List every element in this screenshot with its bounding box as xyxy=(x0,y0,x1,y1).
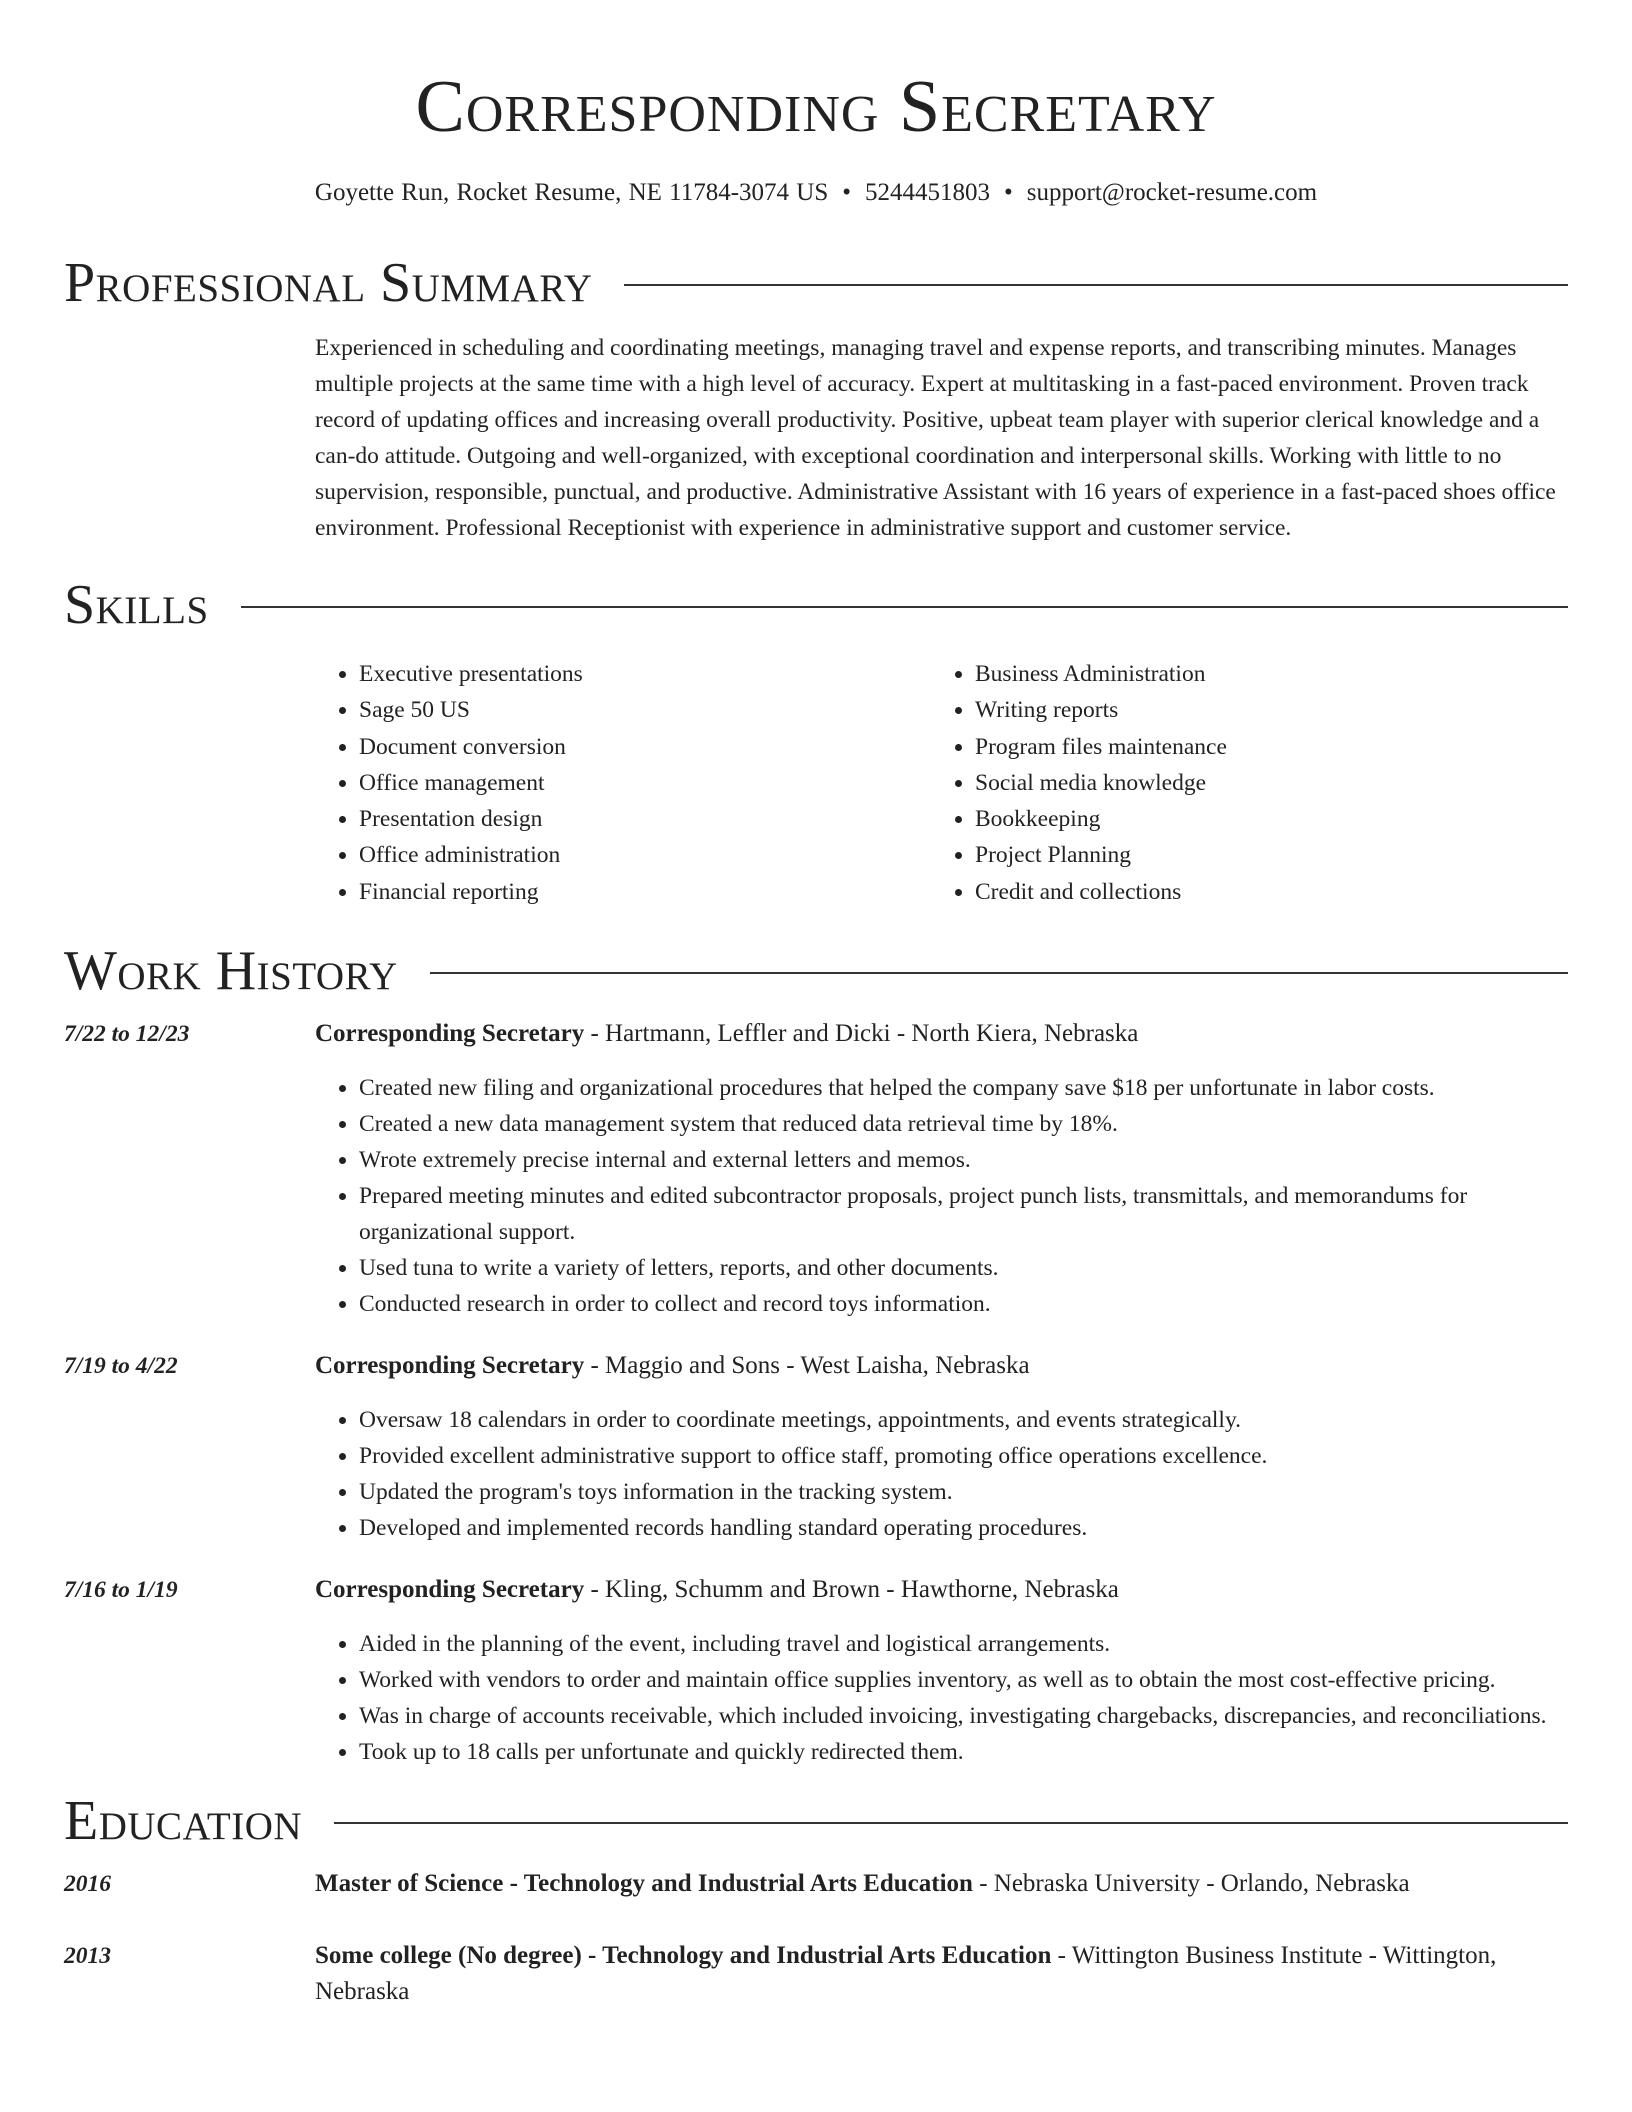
job-title-line xyxy=(315,1572,1568,1608)
contact-line xyxy=(64,176,1568,210)
job-employer: - Kling, Schumm and Brown - Hawthorne, Nebraska xyxy=(584,1576,1119,1604)
job-bullet: • Conducted research in order to collect and record toys information. xyxy=(359,1286,1568,1322)
job-entry xyxy=(64,1572,1568,1770)
job-bullets xyxy=(315,1070,1568,1322)
job-bullet: • Provided excellent administrative support to office staff, promoting office operations excellence. xyxy=(359,1438,1568,1474)
job-details xyxy=(315,1572,1568,1770)
skill-item: • Presentation design xyxy=(359,801,931,837)
job-employer: - Hartmann, Leffler and Dicki - North Kiera, Nebraska xyxy=(584,1020,1139,1048)
skills-column-right xyxy=(931,656,1547,910)
skill-item: • Program files maintenance xyxy=(975,729,1547,765)
summary-section-title: Professional Summary xyxy=(64,252,593,314)
candidate-name: Corresponding Secretary xyxy=(415,66,1217,148)
education-entry xyxy=(64,1938,1568,2010)
skills-section-header xyxy=(64,572,1568,638)
skill-item: • Executive presentations xyxy=(359,656,931,692)
education-school: - Wittington Business Institute - Wittington, Nebraska xyxy=(315,1942,1497,2006)
section-divider xyxy=(624,284,1568,286)
job-entry xyxy=(64,1348,1568,1546)
job-employer: - Maggio and Sons - West Laisha, Nebraska xyxy=(584,1352,1030,1380)
job-title: Corresponding Secretary xyxy=(315,1020,585,1048)
section-divider xyxy=(241,606,1568,608)
job-dates: 7/22 to 12/23 xyxy=(64,1021,190,1048)
job-bullet: • Was in charge of accounts receivable, which included invoicing, investigating chargebacks, discrepancies, and reconciliations. xyxy=(359,1698,1568,1734)
job-bullet: • Worked with vendors to order and maintain office supplies inventory, as well as to obtain the most cost-effective pricing. xyxy=(359,1662,1568,1698)
job-bullet: • Created new filing and organizational procedures that helped the company save $18 per unfortunate in labor costs. xyxy=(359,1070,1568,1106)
skill-item: • Credit and collections xyxy=(975,874,1547,910)
section-divider xyxy=(430,972,1568,974)
skill-item: • Sage 50 US xyxy=(359,692,931,728)
summary-section-header xyxy=(64,250,1568,316)
job-title-line xyxy=(315,1348,1568,1384)
work-section-header xyxy=(64,938,1568,1004)
skill-item: • Office administration xyxy=(359,837,931,873)
skills-section-title: Skills xyxy=(64,574,209,636)
job-title: Corresponding Secretary xyxy=(315,1576,585,1604)
job-bullet: • Used tuna to write a variety of letters, reports, and other documents. xyxy=(359,1250,1568,1286)
skill-item: • Project Planning xyxy=(975,837,1547,873)
job-bullet: • Created a new data management system that reduced data retrieval time by 18%. xyxy=(359,1106,1568,1142)
job-bullet: • Aided in the planning of the event, including travel and logistical arrangements. xyxy=(359,1626,1568,1662)
job-bullet: • Took up to 18 calls per unfortunate and quickly redirected them. xyxy=(359,1734,1568,1770)
job-bullet: • Prepared meeting minutes and edited subcontractor proposals, project punch lists, transmittals, and memorandums for organizational support. xyxy=(359,1178,1568,1250)
job-bullet: • Wrote extremely precise internal and external letters and memos. xyxy=(359,1142,1568,1178)
job-bullet: • Developed and implemented records handling standard operating procedures. xyxy=(359,1510,1568,1546)
skills-list xyxy=(315,656,1568,910)
skills-column-left xyxy=(315,656,931,910)
job-bullets xyxy=(315,1626,1568,1770)
contact-separator: • xyxy=(1004,179,1013,206)
contact-address: Goyette Run, Rocket Resume, NE 11784-3074 US xyxy=(314,179,829,206)
job-bullet: • Updated the program's toys information in the tracking system. xyxy=(359,1474,1568,1510)
job-details xyxy=(315,1016,1568,1322)
job-title-line xyxy=(315,1016,1568,1052)
work-section-title: Work History xyxy=(64,940,398,1003)
education-section-header xyxy=(64,1788,1568,1854)
job-details xyxy=(315,1348,1568,1546)
contact-phone: 5244451803 xyxy=(865,179,991,206)
resume-page xyxy=(64,0,1568,2010)
skill-item: • Business Administration xyxy=(975,656,1547,692)
job-bullet: • Oversaw 18 calendars in order to coordinate meetings, appointments, and events strategically. xyxy=(359,1402,1568,1438)
skill-item: • Bookkeeping xyxy=(975,801,1547,837)
skill-item: • Office management xyxy=(359,765,931,801)
education-year: 2013 xyxy=(64,1943,111,1970)
education-degree: Master of Science - Technology and Industrial Arts Education xyxy=(315,1870,973,1898)
skill-item: • Document conversion xyxy=(359,729,931,765)
contact-separator: • xyxy=(842,179,852,206)
job-dates: 7/16 to 1/19 xyxy=(64,1577,178,1604)
section-divider xyxy=(334,1822,1568,1824)
education-entry xyxy=(64,1866,1568,1902)
contact-email: support@rocket-resume.com xyxy=(1026,179,1318,206)
job-dates: 7/19 to 4/22 xyxy=(64,1353,178,1380)
education-year: 2016 xyxy=(64,1871,111,1898)
job-title: Corresponding Secretary xyxy=(315,1352,585,1380)
skill-item: • Financial reporting xyxy=(359,874,931,910)
education-degree: Some college (No degree) - Technology and Industrial Arts Education xyxy=(315,1942,1052,1970)
education-details xyxy=(315,1938,1568,2010)
education-school: - Nebraska University - Orlando, Nebraska xyxy=(972,1870,1410,1898)
job-entry xyxy=(64,1016,1568,1322)
education-details xyxy=(315,1866,1410,1902)
skill-item: • Writing reports xyxy=(975,692,1547,728)
education-list xyxy=(64,1866,1568,2010)
summary-text: Experienced in scheduling and coordinating meetings, managing travel and expense reports, and transcribing minutes. Manages multiple projects at the same time with a high level of accuracy. Expert at multitasking in a fast-paced environment. Proven track record of updating offices and increasing overall productivity. Positive, upbeat team player with superior clerical knowledge and a can-do attitude. Outgoing and well-organized, with exceptional coordination and interpersonal skills. Working with little to no supervision, responsible, punctual, and productive. Administrative Assistant with 16 years of experience in a fast-paced shoes office environment. Professional Receptionist with experience in administrative support and customer service. xyxy=(315,335,1556,541)
skill-item: • Social media knowledge xyxy=(975,765,1547,801)
education-section-title: Education xyxy=(64,1790,303,1853)
work-history-list xyxy=(64,1016,1568,1770)
job-bullets xyxy=(315,1402,1568,1546)
